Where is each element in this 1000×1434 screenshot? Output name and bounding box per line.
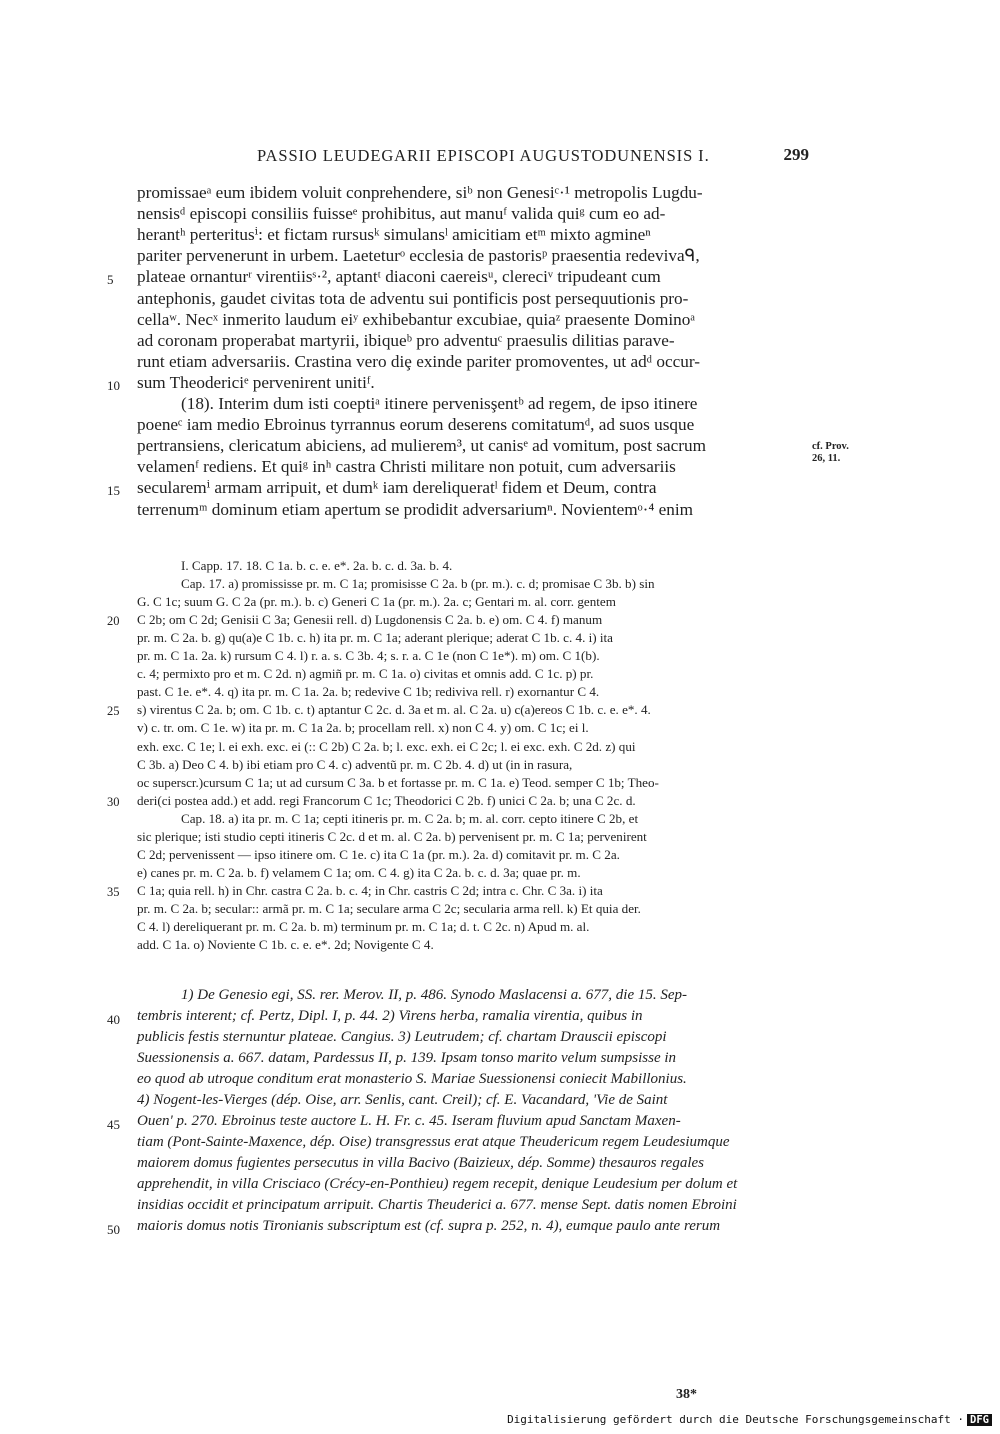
body-text: secularemⁱ armam arripuit, et dumᵏ iam dereliqueratˡ fidem et Deum, contra xyxy=(137,478,657,498)
apparatus-text: C 1a; quia rell. h) in Chr. castra C 2a. b. c. 4; in Chr. castris C 2d; intra c. Chr. C 3a. i) ita xyxy=(137,882,603,898)
body-text: promissaeᵃ eum ibidem voluit conprehendere, siᵇ non Genesiᶜ·¹ metropolis Lugdu- xyxy=(137,183,703,202)
digitization-credit xyxy=(507,1413,992,1426)
apparatus-line xyxy=(107,701,809,719)
line-number: 10 xyxy=(107,377,120,393)
body-line xyxy=(137,245,809,266)
apparatus-line xyxy=(137,756,809,774)
apparatus-line xyxy=(137,846,809,864)
footnote-text: maioris domus notis Tironianis subscriptum est (cf. supra p. 252, n. 4), eumque paulo ante rerum xyxy=(137,1218,721,1234)
body-line xyxy=(137,182,809,203)
apparatus-text: add. C 1a. o) Noviente C 1b. c. e. e*. 2d; Novigente C 4. xyxy=(137,937,434,953)
body-text: herantʰ perteritusⁱ: et fictam rursusᵏ simulansˡ amicitiam etᵐ mixto agmineⁿ xyxy=(137,225,651,245)
apparatus-line xyxy=(137,774,809,792)
body-text: runt etiam adversariis. Crastina vero diȩ exinde pariter promoventes, ut adᵈ occur- xyxy=(137,351,700,371)
footnote-line xyxy=(137,1174,809,1195)
body-text: poeneᶜ iam medio Ebroinus tyrrannus eorum deserens comitatumᵈ, ad suos usque xyxy=(137,415,695,435)
footnote-line xyxy=(137,1090,809,1111)
body-line xyxy=(137,224,809,245)
apparatus-text: pr. m. C 1a. 2a. k) rursum C 4. l) r. a. s. C 3b. 4; s. r. a. C 1e (non C 1e*). m) om. C 1(b). xyxy=(137,648,600,664)
body-text: pertransiens, clericatum abiciens, ad mulierem³, ut canisᵉ ad vomitum, post sacrum xyxy=(137,436,706,456)
apparatus-text: past. C 1e. e*. 4. q) ita pr. m. C 1a. 2a. b; redevive C 1b; rediviva rell. r) exornantur C 4. xyxy=(137,684,600,700)
apparatus-text: C 2b; om C 2d; Genisii C 3a; Genesii rell. d) Lugdonensis C 2a. b. e) om. C 4. f) manum xyxy=(137,612,603,628)
apparatus-line xyxy=(107,792,809,810)
footnote-line xyxy=(137,1027,809,1048)
apparatus-text: sic plerique; isti studio cepti itineris C 2c. d et m. al. C 2a. b) pervenisent pr. m. C 1a; pervenirent xyxy=(137,828,647,844)
body-line xyxy=(137,309,809,330)
apparatus-text: G. C 1c; suum G. C 2a (pr. m.). b. c) Generi C 1a (pr. m.). 2a. c; Gentari m. al. corr. gentem xyxy=(137,594,616,610)
body-text: plateae ornanturʳ virentiisˢ·², aptantᵗ diaconi caereisᵘ, clereciᵛ tripudeant cum xyxy=(137,267,661,287)
apparatus-line xyxy=(137,593,809,611)
footnote-line xyxy=(107,1006,809,1027)
apparatus-line xyxy=(137,936,809,954)
footnote-text: maiorem domus fugientes persecutus in villa Bacivo (Baizieux, dép. Somme) thesauros regales xyxy=(137,1155,704,1171)
apparatus-text: oc superscr.)cursum C 1a; ut ad cursum C 3a. b et fortasse pr. m. C 1a. e) Teod. semper C 1b; Theo- xyxy=(137,774,659,790)
apparatus-text: deri(ci postea add.) et add. regi Francorum C 1c; Theodorici C 2b. f) unici C 2a. b; una C 2c. d. xyxy=(137,792,636,808)
apparatus-text: e) canes pr. m. C 2a. b. f) velamem C 1a; om. C 4. g) ita C 2a. b. c. d. 3a; quae pr. m. xyxy=(137,864,581,880)
apparatus-text: exh. exc. C 1e; l. ei exh. exc. ei (:: C 2b) C 2a. b; l. exc. exh. ei C 2c; l. ei exc. exh. C 2d. z) qui xyxy=(137,738,636,754)
body-text: cellaʷ. Necˣ inmerito laudum eiʸ exhibebantur excubiae, quiaᶻ praesente Dominoᵃ xyxy=(137,309,696,329)
footnote-text: tembris interent; cf. Pertz, Dipl. I, p. 44. 2) Virens herba, ramalia virentia, quibus in xyxy=(137,1008,643,1024)
footnote-line xyxy=(137,985,809,1006)
footnote-line xyxy=(137,1195,809,1216)
apparatus-text: Cap. 17. a) promississe pr. m. C 1a; promisisse C 2a. b (pr. m.). c. d; promisae C 3b. b) sin xyxy=(181,576,655,592)
apparatus-text: v) c. tr. om. C 1e. w) ita pr. m. C 1a 2a. b; procellam rell. x) non C 4. y) om. C 1c; ei l. xyxy=(137,720,589,736)
apparatus-text: c. 4; permixto pro et m. C 2d. n) agmiñ pr. m. C 1a. o) civitas et omnis add. C 1c. p) pr. xyxy=(137,666,594,682)
body-line xyxy=(137,456,809,477)
line-number: 15 xyxy=(107,483,120,499)
line-number: 25 xyxy=(107,704,120,719)
body-line xyxy=(137,203,809,224)
body-text: pariter pervenerunt in urbem. Laeteturᵒ ecclesia de pastorisᵖ praesentia redevivaᑫ, xyxy=(137,246,700,266)
footnote-text: publicis festis sternuntur plateae. Cangius. 3) Leutrudem; cf. chartam Drauscii episcopi xyxy=(137,1029,667,1045)
footnote-text: apprehendit, in villa Crisciaco (Crécy-en-Ponthieu) regem recepit, denique Leudesium per dolum et xyxy=(137,1176,738,1192)
body-line xyxy=(107,372,809,393)
dfg-logo-icon: DFG xyxy=(967,1414,992,1426)
line-number: 35 xyxy=(107,884,120,899)
body-line xyxy=(107,266,809,288)
footnote-line xyxy=(137,1069,809,1090)
apparatus-line xyxy=(137,665,809,683)
apparatus-line xyxy=(137,900,809,918)
apparatus-text: C 2d; pervenissent — ipso itinere om. C 1e. c) ita C 1a (pr. m.). 2a. d) comitavit pr. m. C 2a. xyxy=(137,846,620,862)
apparatus-text: C 4. l) dereliquerant pr. m. C 2a. b. m) terminum pr. m. C 1a; d. t. C 2c. n) Apud m. al. xyxy=(137,919,590,934)
margin-note-line: 26, 11. xyxy=(812,453,841,464)
apparatus-line xyxy=(137,810,809,828)
line-number: 45 xyxy=(107,1117,120,1132)
body-line xyxy=(137,288,809,309)
body-line xyxy=(137,330,809,351)
apparatus-text: I. Capp. 17. 18. C 1a. b. c. e. e*. 2a. b. c. d. 3a. b. 4. xyxy=(181,558,453,573)
apparatus-line xyxy=(137,828,809,846)
body-text: velamenᶠ rediens. Et quiᵍ inʰ castra Christi militare non potuit, cum adversariis xyxy=(137,457,676,477)
line-number: 30 xyxy=(107,794,120,809)
footnote-line xyxy=(137,1048,809,1069)
apparatus-line xyxy=(137,918,809,936)
apparatus-line xyxy=(137,557,809,575)
apparatus-text: Cap. 18. a) ita pr. m. C 1a; cepti itineris pr. m. C 2a. b; m. al. corr. cepto itinere C 2b, et xyxy=(181,810,639,826)
apparatus-text: C 3b. a) Deo C 4. b) ibi etiam pro C 4. c) adventũ pr. m. C 2b. 4. d) ut (in in rasura, xyxy=(137,756,573,772)
body-text: (18). Interim dum isti coeptiᵃ itinere pervenisşentᵇ ad regem, de ipso itinere xyxy=(181,394,698,413)
footnote-text: tiam (Pont-Sainte-Maxence, dép. Oise) transgressus erat atque Theudericum regem Leudesiumque xyxy=(137,1134,730,1150)
apparatus-line xyxy=(137,864,809,882)
apparatus-text: pr. m. C 2a. b; secular:: armã pr. m. C 1a; seculare arma C 2c; secularia arma rell. k) Et quia der. xyxy=(137,900,641,916)
apparatus-line xyxy=(137,647,809,665)
footnote-line xyxy=(107,1216,809,1237)
body-line xyxy=(137,351,809,372)
apparatus-line xyxy=(107,611,809,629)
apparatus-line xyxy=(137,575,809,593)
footnote-line xyxy=(137,1153,809,1174)
body-line xyxy=(137,435,809,456)
body-line xyxy=(137,414,809,435)
line-number: 5 xyxy=(107,272,114,288)
margin-note xyxy=(812,441,872,465)
line-number: 20 xyxy=(107,614,120,629)
footnote-text: insidias occidit et principatum arripuit. Chartis Theuderici a. 677. mense Sept. datis nomen Ebroini xyxy=(137,1197,737,1213)
footnote-text: Ouen' p. 270. Ebroinus teste auctore L. H. Fr. c. 45. Iseram fluvium apud Sanctam Maxen- xyxy=(137,1113,681,1129)
running-head xyxy=(137,146,809,170)
body-line xyxy=(107,477,809,499)
signature-mark: 38* xyxy=(676,1387,697,1402)
body-line xyxy=(137,393,809,414)
body-line xyxy=(137,499,809,520)
apparatus-line xyxy=(137,683,809,701)
footnote-line xyxy=(137,1132,809,1153)
footnote-text: 1) De Genesio egi, SS. rer. Merov. II, p. 486. Synodo Maslacensi a. 677, die 15. Sep- xyxy=(181,987,688,1003)
running-title: PASSIO LEUDEGARII EPISCOPI AUGUSTODUNENSIS I. xyxy=(257,146,710,165)
body-text: terrenumᵐ dominum etiam apertum se prodidit adversariumⁿ. Novientemᵒ·⁴ enim xyxy=(137,499,693,519)
margin-note-line: cf. Prov. xyxy=(812,441,849,452)
credit-text: Digitalisierung gefördert durch die Deutsche Forschungsgemeinschaft · xyxy=(507,1413,965,1426)
footnote-text: 4) Nogent-les-Vierges (dép. Oise, arr. Senlis, cant. Creil); cf. E. Vacandard, 'Vie de Saint xyxy=(137,1092,668,1108)
line-number: 40 xyxy=(107,1012,120,1027)
body-text: antephonis, gaudet civitas tota de adventu sui pontificis post persequutionis pro- xyxy=(137,288,689,308)
apparatus-line xyxy=(137,719,809,737)
apparatus-line xyxy=(137,629,809,647)
body-text: nensisᵈ episcopi consiliis fuisseᵉ prohibitus, aut manuᶠ valida quiᵍ cum eo ad- xyxy=(137,204,666,224)
footnote-text: eo quod ab utroque conditum erat monasterio S. Mariae Suessionensi coniecit Mabillonius. xyxy=(137,1071,687,1087)
page-number: 299 xyxy=(783,145,809,164)
footnote-line xyxy=(107,1111,809,1132)
body-text: ad coronam properabat martyrii, ibiqueᵇ pro adventuᶜ praesulis dilitias parave- xyxy=(137,330,675,350)
apparatus-line xyxy=(137,738,809,756)
footnote-text: Suessionensis a. 667. datam, Pardessus II, p. 139. Ipsam tonso marito velum sumpsisse in xyxy=(137,1050,677,1066)
apparatus-line xyxy=(107,882,809,900)
apparatus-text: s) virentus C 2a. b; om. C 1b. c. t) aptantur C 2c. d. 3a et m. al. C 2a. u) c(a)ereos C 1b. c. e. e*. 4. xyxy=(137,702,651,718)
body-text: sum Theodericiᵉ pervenirent unitiᶠ. xyxy=(137,372,375,392)
apparatus-text: pr. m. C 2a. b. g) qu(a)e C 1b. c. h) ita pr. m. C 1a; aderant plerique; aderat C 1b. c. 4. i) ita xyxy=(137,630,613,646)
line-number: 50 xyxy=(107,1222,120,1237)
